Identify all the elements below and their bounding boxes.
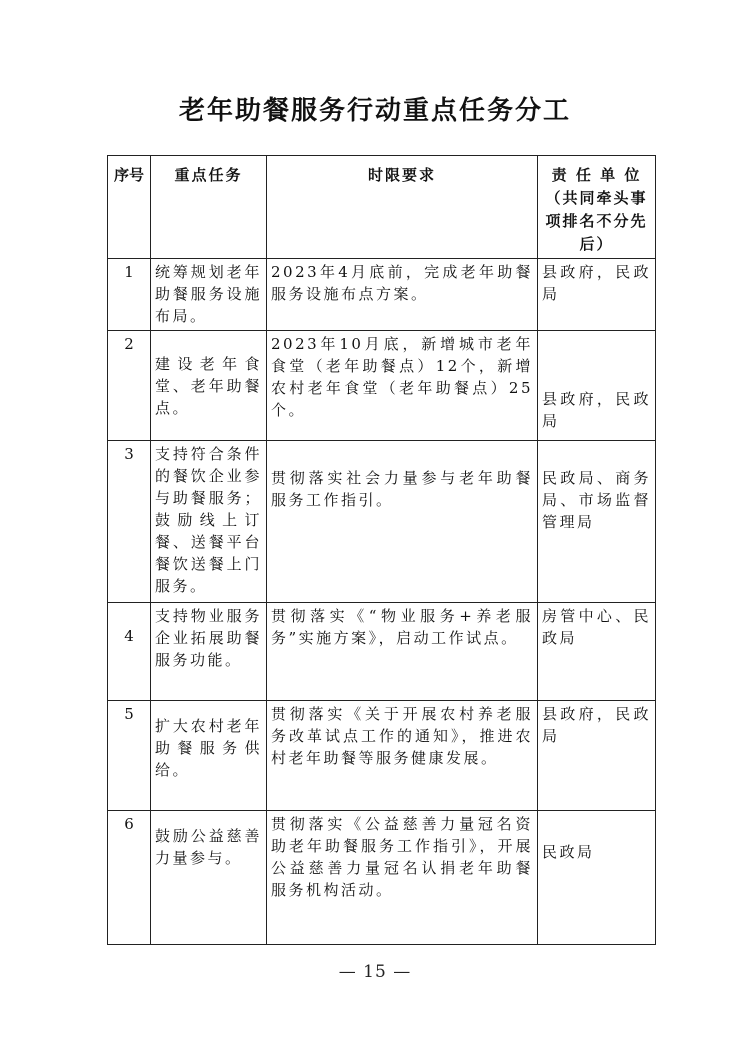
row-unit: 县政府，民政局 bbox=[538, 331, 656, 441]
row-seq: 1 bbox=[108, 259, 151, 331]
task-table bbox=[107, 155, 656, 945]
page-number: — 15 — bbox=[338, 962, 412, 982]
row-requirement: 2023年4月底前，完成老年助餐服务设施布点方案。 bbox=[267, 259, 538, 331]
row-task: 扩大农村老年助餐服务供给。 bbox=[151, 701, 267, 811]
row-task: 支持符合条件的餐饮企业参与助餐服务；鼓励线上订餐、送餐平台餐饮送餐上门服务。 bbox=[151, 441, 267, 603]
row-requirement: 贯彻落实《公益慈善力量冠名资助老年助餐服务工作指引》，开展公益慈善力量冠名认捐老年助餐服务机构活动。 bbox=[267, 811, 538, 945]
row-task: 支持物业服务企业拓展助餐服务功能。 bbox=[151, 603, 267, 701]
row-requirement: 贯彻落实《关于开展农村养老服务改革试点工作的通知》，推进农村老年助餐等服务健康发展。 bbox=[267, 701, 538, 811]
row-task: 鼓励公益慈善力量参与。 bbox=[151, 811, 267, 945]
table-row bbox=[108, 331, 656, 441]
page-title: 老年助餐服务行动重点任务分工 bbox=[178, 96, 571, 126]
table-row bbox=[108, 441, 656, 603]
row-seq: 5 bbox=[108, 701, 151, 811]
row-task: 建设老年食堂、老年助餐点。 bbox=[151, 331, 267, 441]
table-row bbox=[108, 603, 656, 701]
row-requirement: 贯彻落实《“物业服务+养老服务”实施方案》，启动工作试点。 bbox=[267, 603, 538, 701]
row-requirement: 贯彻落实社会力量参与老年助餐服务工作指引。 bbox=[267, 441, 538, 603]
row-unit: 县政府，民政局 bbox=[538, 259, 656, 331]
row-unit: 民政局、商务局、市场监督管理局 bbox=[538, 441, 656, 603]
row-task: 统筹规划老年助餐服务设施布局。 bbox=[151, 259, 267, 331]
header-seq: 序号 bbox=[108, 156, 151, 259]
row-requirement: 2023年10月底，新增城市老年食堂（老年助餐点）12个，新增农村老年食堂（老年助餐点）25个。 bbox=[267, 331, 538, 441]
row-seq: 4 bbox=[108, 603, 151, 701]
header-requirement: 时限要求 bbox=[267, 156, 538, 259]
row-seq: 2 bbox=[108, 331, 151, 441]
row-seq: 6 bbox=[108, 811, 151, 945]
table-row bbox=[108, 259, 656, 331]
header-task: 重点任务 bbox=[151, 156, 267, 259]
row-unit: 房管中心、民政局 bbox=[538, 603, 656, 701]
row-unit: 民政局 bbox=[538, 811, 656, 945]
table-header-row bbox=[108, 156, 656, 259]
row-seq: 3 bbox=[108, 441, 151, 603]
table-row bbox=[108, 811, 656, 945]
header-unit: 责 任 单 位（共同牵头事项排名不分先后） bbox=[538, 156, 656, 259]
row-unit: 县政府，民政局 bbox=[538, 701, 656, 811]
table-row bbox=[108, 701, 656, 811]
